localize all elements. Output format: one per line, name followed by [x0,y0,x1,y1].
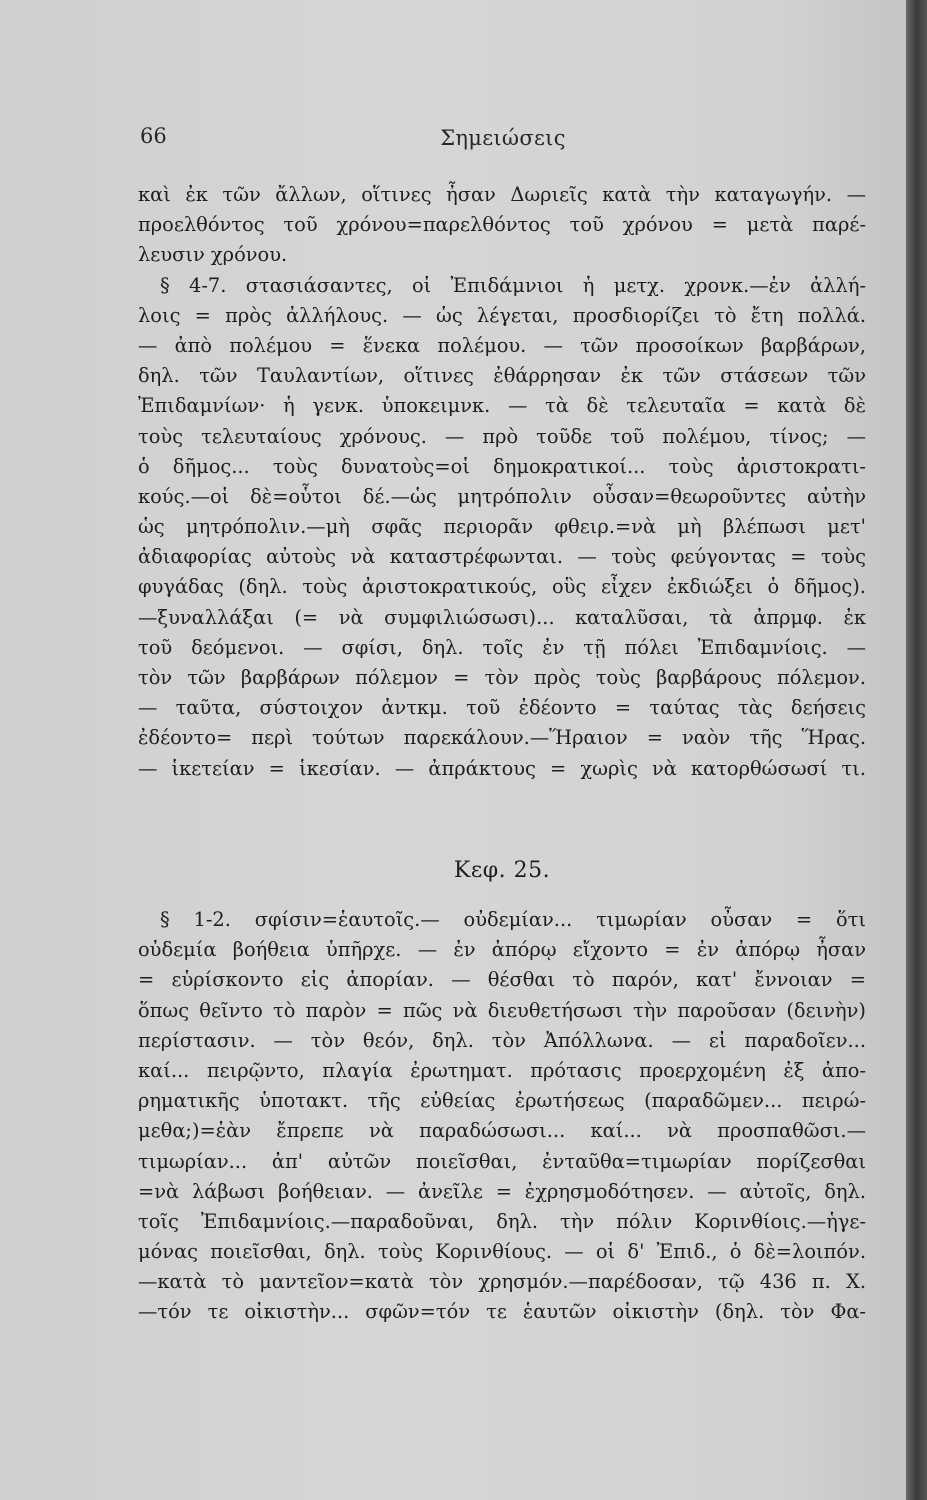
text-line: καὶ ἐκ τῶν ἄλλων, οἵτινες ἦσαν Δωριεῖς κατὰ τὴν καταγωγήν. — [138,183,866,206]
notes-block-1 [138,180,866,784]
running-title: Σημειώσεις [440,126,566,150]
text-line: ὡς μητρόπολιν.—μὴ σφᾶς περιορᾶν φθειρ.=νὰ μὴ βλέπωσι μετ' [138,515,866,539]
text-line: τοὺς τελευταίους χρόνους. — πρὸ τοῦδε τοῦ πολέμου, τίνος; — [138,424,866,448]
page-edge-shadow [906,0,927,1500]
text-line: μόνας ποιεῖσθαι, δηλ. τοὺς Κορινθίους. — οἱ δ' Ἐπιδ., ὁ δὲ=λοιπόν. [138,1240,866,1264]
text-line: μεθα;)=ἐὰν ἔπρεπε νὰ παραδώσωσι... καί... νὰ προσπαθῶσι.— [138,1119,866,1143]
text-line: δηλ. τῶν Ταυλαντίων, οἵτινες ἐθάρρησαν ἐκ τῶν στάσεων τῶν [138,364,866,388]
page-number: 66 [140,124,167,148]
text-line: τοῦ δεόμενοι. — σφίσι, δηλ. τοῖς ἐν τῇ πόλει Ἐπιδαμνίοις. — [138,635,866,659]
text-line: τὸν τῶν βαρβάρων πόλεμον = τὸν πρὸς τοὺς βαρβάρους πόλεμον. [138,666,866,689]
text-line: ρηματικῆς ὑποτακτ. τῆς εὐθείας ἐρωτήσεως (παραδῶμεν... πειρώ- [138,1089,866,1113]
text-line: περίστασιν. — τὸν θεόν, δηλ. τὸν Ἀπόλλωνα. — εἰ παραδοῖεν... [138,1028,866,1052]
text-line: λοις = πρὸς ἀλλήλους. — ὡς λέγεται, προσδιορίζει τὸ ἔτη πολλά. [138,303,866,327]
chapter-heading: Κεφ. 25. [453,858,551,883]
notes-block-2 [138,905,866,1328]
text-line: προελθόντος τοῦ χρόνου=παρελθόντος τοῦ χρόνου = μετὰ παρέ- [138,213,866,237]
text-line: —κατὰ τὸ μαντεῖον=κατὰ τὸν χρησμόν.—παρέδοσαν, τῷ 436 π. Χ. [138,1270,866,1294]
text-line: § 4-7. στασιάσαντες, οἱ Ἐπιδάμνιοι ἡ μετχ. χρονκ.—ἐν ἀλλή- [160,273,866,297]
text-line: λευσιν χρόνου. [138,243,288,267]
text-line: καί... πειρῷντο, πλαγία ἐρωτηματ. πρότασις προερχομένη ἐξ ἀπο- [138,1058,866,1082]
text-line: ἀδιαφορίας αὐτοὺς νὰ καταστρέφωνται. — τοὺς φεύγοντας = τοὺς [138,545,866,569]
text-line: ὁ δῆμος... τοὺς δυνατοὺς=οἱ δημοκρατικοί... τοὺς ἀριστοκρατι- [138,454,866,478]
text-line: — ἀπὸ πολέμου = ἕνεκα πολέμου. — τῶν προσοίκων βαρβάρων, [138,333,866,357]
text-line: ὅπως θεῖντο τὸ παρὸν = πῶς νὰ διευθετήσωσι τὴν παροῦσαν (δεινὴν) [138,998,866,1022]
text-line: τοῖς Ἐπιδαμνίοις.—παραδοῦναι, δηλ. τὴν πόλιν Κορινθίοις.—ἡγε- [138,1209,866,1233]
text-line: οὐδεμία βοήθεια ὑπῆρχε. — ἐν ἀπόρῳ εἴχοντο = ἐν ἀπόρῳ ἦσαν [138,938,866,962]
text-line: — ἱκετείαν = ἱκεσίαν. — ἀπράκτους = χωρὶς νὰ κατορθώσωσί τι. [138,756,866,780]
text-line: =νὰ λάβωσι βοήθειαν. — ἀνεῖλε = ἐχρησμοδότησεν. — αὐτοῖς, δηλ. [138,1179,866,1203]
text-line: κούς.—οἱ δὲ=οὗτοι δέ.—ὡς μητρόπολιν οὖσαν=θεωροῦντες αὐτὴν [138,484,866,508]
page-header [140,118,866,158]
text-line: — ταῦτα, σύστοιχον ἀντκμ. τοῦ ἐδέοντο = ταύτας τὰς δεήσεις [138,696,866,720]
text-line: —ξυναλλάξαι (= νὰ συμφιλιώσωσι)... καταλῦσαι, τὰ ἀπρμφ. ἐκ [138,605,866,629]
text-line: = εὑρίσκοντο εἰς ἀπορίαν. — θέσθαι τὸ παρόν, κατ' ἔννοιαν = [138,968,866,992]
text-line: —τόν τε οἰκιστὴν... σφῶν=τόν τε ἑαυτῶν οἰκιστὴν (δηλ. τὸν Φα- [138,1300,866,1324]
text-line: τιμωρίαν... ἀπ' αὐτῶν ποιεῖσθαι, ἐνταῦθα=τιμωρίαν πορίζεσθαι [138,1149,866,1173]
text-line: φυγάδας (δηλ. τοὺς ἀριστοκρατικούς, οὓς εἶχεν ἐκδιώξει ὁ δῆμος). [138,575,866,599]
text-line: Ἐπιδαμνίων· ἡ γενκ. ὑποκειμνκ. — τὰ δὲ τελευταῖα = κατὰ δὲ [138,394,866,418]
text-line: § 1-2. σφίσιν=ἑαυτοῖς.— οὐδεμίαν... τιμωρίαν οὖσαν = ὅτι [160,908,866,931]
text-line: ἐδέοντο= περὶ τούτων παρεκάλουν.—Ἥραιον = ναὸν τῆς Ἥρας. [138,726,866,750]
